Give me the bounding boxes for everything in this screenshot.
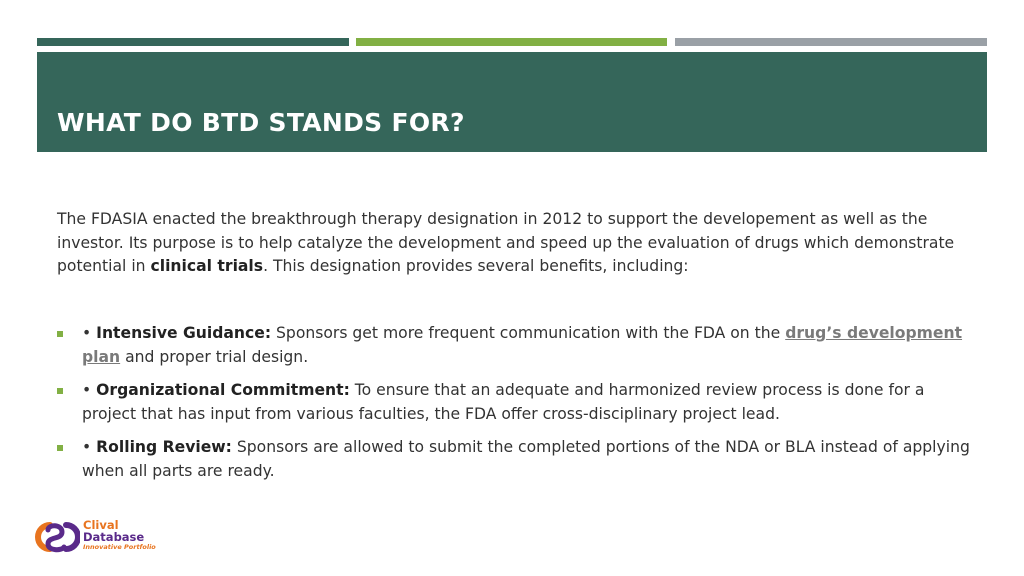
title-band (37, 52, 987, 152)
slide-title: WHAT DO BTD STANDS FOR? (57, 108, 465, 137)
square-bullet-icon (57, 331, 63, 337)
drug-development-plan-link[interactable]: drug’s development plan (82, 324, 963, 366)
square-bullet-icon (57, 388, 63, 394)
bullet-term: Intensive Guidance: (96, 324, 272, 342)
square-bullet-icon (57, 445, 63, 451)
bullet-text: To ensure that an adequate and harmonized review process is done for a project that has input from various faculties, the FDA offer cross-disciplinary project lead. (82, 381, 925, 423)
list-item (57, 322, 977, 369)
intro-paragraph (57, 208, 967, 279)
logo-line-2: Database (83, 530, 145, 544)
bullet-prefix: • (82, 438, 97, 456)
clival-logo-icon (28, 520, 80, 554)
clival-database-logo (28, 518, 158, 558)
bullet-prefix: • (82, 381, 97, 399)
bullet-text-end: and proper trial design. (120, 347, 309, 366)
logo-tagline: Innovative Portfolio (83, 543, 156, 551)
bullet-text: Sponsors are allowed to submit the completed portions of the NDA or BLA instead of applying when all parts are ready. (82, 438, 970, 480)
bullet-term: Organizational Commitment: (96, 381, 350, 399)
top-accent-bars (37, 38, 987, 46)
logo-line-1: Clival (83, 518, 119, 532)
accent-bar-light-green (356, 38, 667, 46)
list-item (57, 436, 977, 483)
intro-text-2: . This designation provides several benefits, including: (263, 257, 689, 275)
accent-bar-gray (675, 38, 987, 46)
list-item (57, 379, 977, 426)
accent-bar-dark-green (37, 38, 349, 46)
intro-bold-term: clinical trials (150, 257, 264, 275)
logo-wordmark (83, 519, 156, 551)
bullet-text: Sponsors get more frequent communication with the FDA on the (271, 324, 786, 342)
intro-text-1: The FDASIA enacted the breakthrough therapy designation in 2012 to support the developement as well as the investor. Its purpose is to help catalyze the development and speed up the evaluation of drugs which demonstrate potential in (57, 210, 955, 275)
bullet-term: Rolling Review: (96, 438, 232, 456)
bullet-prefix: • (82, 324, 97, 342)
benefits-list (57, 322, 977, 493)
